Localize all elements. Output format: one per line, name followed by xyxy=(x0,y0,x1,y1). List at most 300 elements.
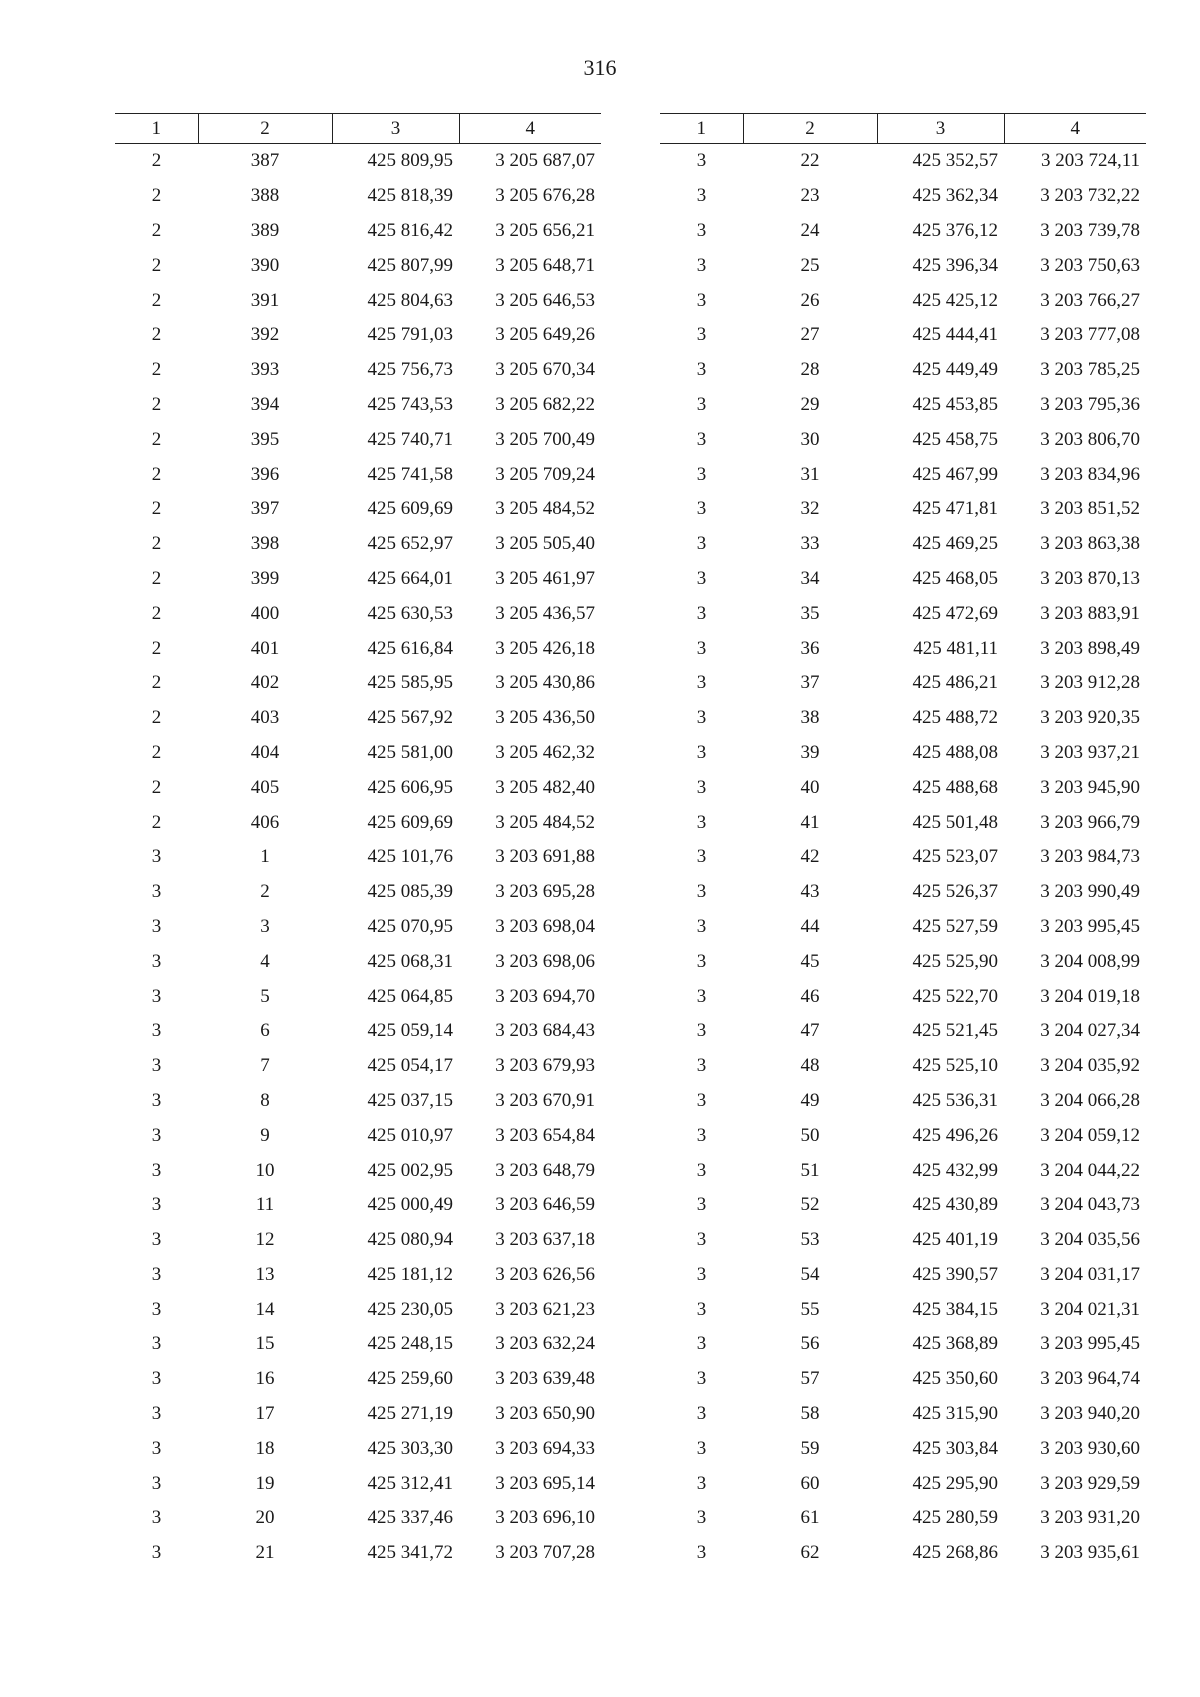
cell-x-coordinate: 425 362,34 xyxy=(912,185,998,207)
cell-x-coordinate: 425 453,85 xyxy=(912,393,998,415)
cell-point-number: 41 xyxy=(800,811,820,833)
cell-y-coordinate: 3 205 687,07 xyxy=(495,150,595,172)
cell-point-number: 16 xyxy=(255,1368,275,1390)
cell-point-number: 53 xyxy=(800,1229,820,1251)
column-header: 2 xyxy=(743,114,877,144)
cell-section: 3 xyxy=(696,915,707,937)
table-row xyxy=(115,422,601,457)
cell-section: 3 xyxy=(151,1159,162,1181)
cell-x-coordinate: 425 807,99 xyxy=(367,254,453,276)
cell-y-coordinate: 3 204 035,92 xyxy=(1040,1055,1140,1077)
cell-section: 3 xyxy=(151,1507,162,1529)
column-header: 3 xyxy=(877,114,1004,144)
cell-x-coordinate: 425 312,41 xyxy=(367,1472,453,1494)
cell-point-number: 38 xyxy=(800,707,820,729)
cell-point-number: 31 xyxy=(800,463,820,485)
table-row xyxy=(660,770,1146,805)
cell-point-number: 52 xyxy=(800,1194,820,1216)
table-row xyxy=(660,944,1146,979)
cell-y-coordinate: 3 203 863,38 xyxy=(1040,533,1140,555)
table-row xyxy=(115,770,601,805)
cell-y-coordinate: 3 205 426,18 xyxy=(495,637,595,659)
cell-y-coordinate: 3 203 785,25 xyxy=(1040,359,1140,381)
cell-point-number: 28 xyxy=(800,359,820,381)
cell-y-coordinate: 3 205 709,24 xyxy=(495,463,595,485)
table-row xyxy=(115,1397,601,1432)
cell-point-number: 405 xyxy=(250,776,280,798)
cell-y-coordinate: 3 203 654,84 xyxy=(495,1124,595,1146)
cell-section: 2 xyxy=(151,219,162,241)
cell-section: 3 xyxy=(696,185,707,207)
column-header: 4 xyxy=(459,114,601,144)
cell-x-coordinate: 425 536,31 xyxy=(912,1089,998,1111)
cell-point-number: 49 xyxy=(800,1089,820,1111)
cell-section: 3 xyxy=(696,393,707,415)
cell-point-number: 15 xyxy=(255,1333,275,1355)
table-row xyxy=(660,1501,1146,1536)
cell-section: 3 xyxy=(696,428,707,450)
cell-section: 3 xyxy=(696,254,707,276)
cell-x-coordinate: 425 341,72 xyxy=(367,1542,453,1564)
cell-point-number: 18 xyxy=(255,1437,275,1459)
cell-x-coordinate: 425 664,01 xyxy=(367,567,453,589)
cell-section: 3 xyxy=(151,985,162,1007)
cell-section: 3 xyxy=(696,1089,707,1111)
cell-x-coordinate: 425 248,15 xyxy=(367,1333,453,1355)
cell-section: 3 xyxy=(696,1368,707,1390)
cell-y-coordinate: 3 203 646,59 xyxy=(495,1194,595,1216)
cell-point-number: 19 xyxy=(255,1472,275,1494)
cell-point-number: 50 xyxy=(800,1124,820,1146)
cell-x-coordinate: 425 521,45 xyxy=(912,1020,998,1042)
cell-y-coordinate: 3 205 461,97 xyxy=(495,567,595,589)
table-row xyxy=(115,1223,601,1258)
cell-y-coordinate: 3 203 966,79 xyxy=(1040,811,1140,833)
cell-x-coordinate: 425 525,10 xyxy=(912,1055,998,1077)
cell-x-coordinate: 425 037,15 xyxy=(367,1089,453,1111)
table-row xyxy=(660,596,1146,631)
cell-section: 3 xyxy=(696,150,707,172)
cell-x-coordinate: 425 791,03 xyxy=(367,324,453,346)
cell-y-coordinate: 3 203 707,28 xyxy=(495,1542,595,1564)
cell-y-coordinate: 3 204 035,56 xyxy=(1040,1229,1140,1251)
cell-section: 3 xyxy=(696,672,707,694)
cell-x-coordinate: 425 101,76 xyxy=(367,846,453,868)
table-row xyxy=(660,1431,1146,1466)
cell-point-number: 1 xyxy=(260,846,270,868)
cell-x-coordinate: 425 401,19 xyxy=(912,1229,998,1251)
cell-section: 2 xyxy=(151,324,162,346)
cell-point-number: 8 xyxy=(260,1089,270,1111)
cell-point-number: 29 xyxy=(800,393,820,415)
cell-x-coordinate: 425 303,30 xyxy=(367,1437,453,1459)
table-row xyxy=(115,144,601,179)
cell-y-coordinate: 3 203 626,56 xyxy=(495,1263,595,1285)
cell-x-coordinate: 425 616,84 xyxy=(367,637,453,659)
table-row xyxy=(660,214,1146,249)
cell-x-coordinate: 425 488,72 xyxy=(912,707,998,729)
cell-point-number: 51 xyxy=(800,1159,820,1181)
table-row xyxy=(115,492,601,527)
cell-y-coordinate: 3 203 964,74 xyxy=(1040,1368,1140,1390)
table-row xyxy=(660,1327,1146,1362)
cell-section: 3 xyxy=(151,1403,162,1425)
table-row xyxy=(660,910,1146,945)
cell-section: 2 xyxy=(151,150,162,172)
cell-y-coordinate: 3 203 684,43 xyxy=(495,1020,595,1042)
cell-point-number: 44 xyxy=(800,915,820,937)
cell-section: 2 xyxy=(151,498,162,520)
coordinates-table-right xyxy=(660,113,1146,1571)
cell-point-number: 34 xyxy=(800,567,820,589)
cell-point-number: 7 xyxy=(260,1055,270,1077)
cell-x-coordinate: 425 337,46 xyxy=(367,1507,453,1529)
table-body xyxy=(660,144,1146,1571)
table-row xyxy=(660,422,1146,457)
cell-point-number: 10 xyxy=(255,1159,275,1181)
table-row xyxy=(115,457,601,492)
cell-section: 3 xyxy=(151,1298,162,1320)
cell-y-coordinate: 3 203 650,90 xyxy=(495,1403,595,1425)
cell-y-coordinate: 3 203 920,35 xyxy=(1040,707,1140,729)
cell-x-coordinate: 425 230,05 xyxy=(367,1298,453,1320)
cell-x-coordinate: 425 501,48 xyxy=(912,811,998,833)
cell-x-coordinate: 425 458,75 xyxy=(912,428,998,450)
cell-point-number: 43 xyxy=(800,881,820,903)
cell-point-number: 26 xyxy=(800,289,820,311)
cell-point-number: 46 xyxy=(800,985,820,1007)
cell-section: 2 xyxy=(151,811,162,833)
cell-y-coordinate: 3 204 043,73 xyxy=(1040,1194,1140,1216)
cell-y-coordinate: 3 203 698,04 xyxy=(495,915,595,937)
cell-point-number: 39 xyxy=(800,741,820,763)
cell-point-number: 5 xyxy=(260,985,270,1007)
cell-x-coordinate: 425 522,70 xyxy=(912,985,998,1007)
table-row xyxy=(115,596,601,631)
cell-x-coordinate: 425 384,15 xyxy=(912,1298,998,1320)
cell-y-coordinate: 3 204 008,99 xyxy=(1040,950,1140,972)
cell-y-coordinate: 3 203 777,08 xyxy=(1040,324,1140,346)
cell-x-coordinate: 425 271,19 xyxy=(367,1403,453,1425)
cell-section: 3 xyxy=(696,707,707,729)
cell-y-coordinate: 3 204 019,18 xyxy=(1040,985,1140,1007)
cell-point-number: 395 xyxy=(250,428,280,450)
cell-y-coordinate: 3 205 482,40 xyxy=(495,776,595,798)
cell-section: 3 xyxy=(151,1437,162,1459)
cell-section: 2 xyxy=(151,741,162,763)
cell-y-coordinate: 3 203 621,23 xyxy=(495,1298,595,1320)
table-row xyxy=(660,1084,1146,1119)
cell-y-coordinate: 3 205 670,34 xyxy=(495,359,595,381)
cell-point-number: 24 xyxy=(800,219,820,241)
cell-section: 3 xyxy=(151,915,162,937)
cell-x-coordinate: 425 804,63 xyxy=(367,289,453,311)
cell-point-number: 387 xyxy=(250,150,280,172)
cell-x-coordinate: 425 054,17 xyxy=(367,1055,453,1077)
table-body xyxy=(115,144,601,1571)
cell-section: 2 xyxy=(151,533,162,555)
cell-section: 3 xyxy=(696,811,707,833)
cell-section: 3 xyxy=(696,289,707,311)
cell-point-number: 32 xyxy=(800,498,820,520)
cell-section: 3 xyxy=(151,1368,162,1390)
cell-y-coordinate: 3 203 912,28 xyxy=(1040,672,1140,694)
cell-point-number: 25 xyxy=(800,254,820,276)
cell-point-number: 60 xyxy=(800,1472,820,1494)
cell-y-coordinate: 3 205 484,52 xyxy=(495,498,595,520)
table-row xyxy=(115,805,601,840)
table-row xyxy=(660,840,1146,875)
table-row xyxy=(115,214,601,249)
table-row xyxy=(115,1049,601,1084)
cell-point-number: 57 xyxy=(800,1368,820,1390)
cell-section: 3 xyxy=(696,950,707,972)
table-row xyxy=(115,840,601,875)
cell-y-coordinate: 3 204 027,34 xyxy=(1040,1020,1140,1042)
cell-section: 3 xyxy=(696,359,707,381)
cell-x-coordinate: 425 303,84 xyxy=(912,1437,998,1459)
table-row xyxy=(660,457,1146,492)
column-header: 2 xyxy=(198,114,332,144)
table-header-row xyxy=(660,114,1146,144)
cell-point-number: 27 xyxy=(800,324,820,346)
cell-x-coordinate: 425 609,69 xyxy=(367,811,453,833)
cell-section: 3 xyxy=(151,1542,162,1564)
cell-x-coordinate: 425 002,95 xyxy=(367,1159,453,1181)
table-row xyxy=(115,527,601,562)
cell-x-coordinate: 425 472,69 xyxy=(912,602,998,624)
cell-point-number: 59 xyxy=(800,1437,820,1459)
table-row xyxy=(660,631,1146,666)
cell-y-coordinate: 3 205 430,86 xyxy=(495,672,595,694)
cell-y-coordinate: 3 204 031,17 xyxy=(1040,1263,1140,1285)
coordinates-table-left xyxy=(115,113,601,1571)
cell-point-number: 402 xyxy=(250,672,280,694)
cell-x-coordinate: 425 449,49 xyxy=(912,359,998,381)
table-row xyxy=(660,736,1146,771)
cell-point-number: 47 xyxy=(800,1020,820,1042)
cell-point-number: 58 xyxy=(800,1403,820,1425)
cell-y-coordinate: 3 204 021,31 xyxy=(1040,1298,1140,1320)
cell-y-coordinate: 3 203 937,21 xyxy=(1040,741,1140,763)
cell-section: 2 xyxy=(151,463,162,485)
table-row xyxy=(660,1014,1146,1049)
cell-y-coordinate: 3 203 732,22 xyxy=(1040,185,1140,207)
cell-x-coordinate: 425 567,92 xyxy=(367,707,453,729)
cell-section: 3 xyxy=(696,567,707,589)
cell-point-number: 13 xyxy=(255,1263,275,1285)
cell-x-coordinate: 425 809,95 xyxy=(367,150,453,172)
cell-section: 3 xyxy=(696,846,707,868)
cell-point-number: 392 xyxy=(250,324,280,346)
table-row xyxy=(660,353,1146,388)
cell-x-coordinate: 425 425,12 xyxy=(912,289,998,311)
cell-section: 3 xyxy=(696,1229,707,1251)
cell-section: 3 xyxy=(696,324,707,346)
table-row xyxy=(115,1014,601,1049)
cell-x-coordinate: 425 430,89 xyxy=(912,1194,998,1216)
cell-point-number: 33 xyxy=(800,533,820,555)
cell-point-number: 21 xyxy=(255,1542,275,1564)
cell-point-number: 404 xyxy=(250,741,280,763)
table-row xyxy=(660,701,1146,736)
cell-y-coordinate: 3 203 670,91 xyxy=(495,1089,595,1111)
cell-section: 2 xyxy=(151,672,162,694)
cell-x-coordinate: 425 606,95 xyxy=(367,776,453,798)
cell-x-coordinate: 425 468,05 xyxy=(912,567,998,589)
cell-y-coordinate: 3 205 436,57 xyxy=(495,602,595,624)
cell-y-coordinate: 3 203 806,70 xyxy=(1040,428,1140,450)
column-header: 1 xyxy=(660,114,743,144)
cell-y-coordinate: 3 203 929,59 xyxy=(1040,1472,1140,1494)
table-row xyxy=(660,875,1146,910)
cell-point-number: 22 xyxy=(800,150,820,172)
table-row xyxy=(115,1431,601,1466)
cell-point-number: 390 xyxy=(250,254,280,276)
cell-y-coordinate: 3 203 691,88 xyxy=(495,846,595,868)
cell-point-number: 35 xyxy=(800,602,820,624)
table-row xyxy=(115,944,601,979)
cell-section: 3 xyxy=(151,846,162,868)
cell-y-coordinate: 3 203 870,13 xyxy=(1040,567,1140,589)
cell-x-coordinate: 425 070,95 xyxy=(367,915,453,937)
cell-section: 2 xyxy=(151,602,162,624)
cell-y-coordinate: 3 203 632,24 xyxy=(495,1333,595,1355)
cell-y-coordinate: 3 205 462,32 xyxy=(495,741,595,763)
cell-section: 3 xyxy=(696,1403,707,1425)
cell-point-number: 4 xyxy=(260,950,270,972)
column-header: 1 xyxy=(115,114,198,144)
cell-x-coordinate: 425 525,90 xyxy=(912,950,998,972)
cell-y-coordinate: 3 203 851,52 xyxy=(1040,498,1140,520)
cell-section: 3 xyxy=(151,1194,162,1216)
table-row xyxy=(115,353,601,388)
cell-y-coordinate: 3 203 984,73 xyxy=(1040,846,1140,868)
cell-section: 3 xyxy=(696,1263,707,1285)
cell-section: 3 xyxy=(151,1124,162,1146)
cell-x-coordinate: 425 585,95 xyxy=(367,672,453,694)
cell-section: 3 xyxy=(151,1263,162,1285)
cell-section: 3 xyxy=(151,1333,162,1355)
table-row xyxy=(115,701,601,736)
table-row xyxy=(660,1049,1146,1084)
cell-section: 3 xyxy=(696,463,707,485)
cell-y-coordinate: 3 203 945,90 xyxy=(1040,776,1140,798)
cell-point-number: 14 xyxy=(255,1298,275,1320)
cell-x-coordinate: 425 315,90 xyxy=(912,1403,998,1425)
table-row xyxy=(660,1292,1146,1327)
column-header: 4 xyxy=(1004,114,1146,144)
cell-x-coordinate: 425 352,57 xyxy=(912,150,998,172)
cell-x-coordinate: 425 000,49 xyxy=(367,1194,453,1216)
table-row xyxy=(115,562,601,597)
table-row xyxy=(660,248,1146,283)
cell-point-number: 399 xyxy=(250,567,280,589)
cell-y-coordinate: 3 203 750,63 xyxy=(1040,254,1140,276)
cell-x-coordinate: 425 743,53 xyxy=(367,393,453,415)
cell-section: 3 xyxy=(151,1472,162,1494)
cell-y-coordinate: 3 205 505,40 xyxy=(495,533,595,555)
cell-section: 3 xyxy=(696,1437,707,1459)
cell-y-coordinate: 3 203 795,36 xyxy=(1040,393,1140,415)
cell-x-coordinate: 425 432,99 xyxy=(912,1159,998,1181)
table-row xyxy=(115,388,601,423)
table-row xyxy=(660,1188,1146,1223)
cell-point-number: 398 xyxy=(250,533,280,555)
column-header: 3 xyxy=(332,114,459,144)
table-row xyxy=(660,562,1146,597)
cell-y-coordinate: 3 203 931,20 xyxy=(1040,1507,1140,1529)
cell-x-coordinate: 425 630,53 xyxy=(367,602,453,624)
cell-y-coordinate: 3 203 766,27 xyxy=(1040,289,1140,311)
cell-x-coordinate: 425 756,73 xyxy=(367,359,453,381)
cell-x-coordinate: 425 741,58 xyxy=(367,463,453,485)
table-row xyxy=(115,1084,601,1119)
cell-y-coordinate: 3 204 066,28 xyxy=(1040,1089,1140,1111)
cell-x-coordinate: 425 527,59 xyxy=(912,915,998,937)
cell-y-coordinate: 3 203 695,28 xyxy=(495,881,595,903)
cell-section: 2 xyxy=(151,359,162,381)
table-row xyxy=(115,875,601,910)
cell-x-coordinate: 425 268,86 xyxy=(912,1542,998,1564)
cell-point-number: 37 xyxy=(800,672,820,694)
cell-point-number: 2 xyxy=(260,881,270,903)
table-row xyxy=(660,179,1146,214)
cell-point-number: 55 xyxy=(800,1298,820,1320)
table-row xyxy=(660,1466,1146,1501)
cell-point-number: 12 xyxy=(255,1229,275,1251)
table-row xyxy=(660,1397,1146,1432)
cell-x-coordinate: 425 280,59 xyxy=(912,1507,998,1529)
table-row xyxy=(660,492,1146,527)
cell-y-coordinate: 3 203 935,61 xyxy=(1040,1542,1140,1564)
cell-section: 3 xyxy=(696,1542,707,1564)
cell-section: 3 xyxy=(696,1124,707,1146)
cell-x-coordinate: 425 068,31 xyxy=(367,950,453,972)
cell-section: 3 xyxy=(696,1298,707,1320)
cell-section: 3 xyxy=(696,776,707,798)
cell-y-coordinate: 3 203 940,20 xyxy=(1040,1403,1140,1425)
table-row xyxy=(660,527,1146,562)
table-row xyxy=(660,1118,1146,1153)
cell-point-number: 23 xyxy=(800,185,820,207)
cell-y-coordinate: 3 203 724,11 xyxy=(1040,150,1140,172)
cell-y-coordinate: 3 203 995,45 xyxy=(1040,1333,1140,1355)
table-row xyxy=(115,283,601,318)
cell-x-coordinate: 425 609,69 xyxy=(367,498,453,520)
cell-section: 3 xyxy=(151,1020,162,1042)
cell-x-coordinate: 425 469,25 xyxy=(912,533,998,555)
cell-point-number: 401 xyxy=(250,637,280,659)
cell-y-coordinate: 3 203 679,93 xyxy=(495,1055,595,1077)
cell-y-coordinate: 3 205 484,52 xyxy=(495,811,595,833)
cell-y-coordinate: 3 203 639,48 xyxy=(495,1368,595,1390)
table-row xyxy=(115,1362,601,1397)
cell-section: 3 xyxy=(151,1229,162,1251)
table-row xyxy=(660,1362,1146,1397)
cell-y-coordinate: 3 203 694,33 xyxy=(495,1437,595,1459)
cell-x-coordinate: 425 652,97 xyxy=(367,533,453,555)
cell-point-number: 40 xyxy=(800,776,820,798)
cell-y-coordinate: 3 205 682,22 xyxy=(495,393,595,415)
cell-x-coordinate: 425 488,68 xyxy=(912,776,998,798)
table-row xyxy=(115,910,601,945)
cell-section: 3 xyxy=(696,498,707,520)
table-row xyxy=(115,1188,601,1223)
cell-x-coordinate: 425 481,11 xyxy=(913,637,998,659)
table-row xyxy=(115,1258,601,1293)
cell-x-coordinate: 425 486,21 xyxy=(912,672,998,694)
